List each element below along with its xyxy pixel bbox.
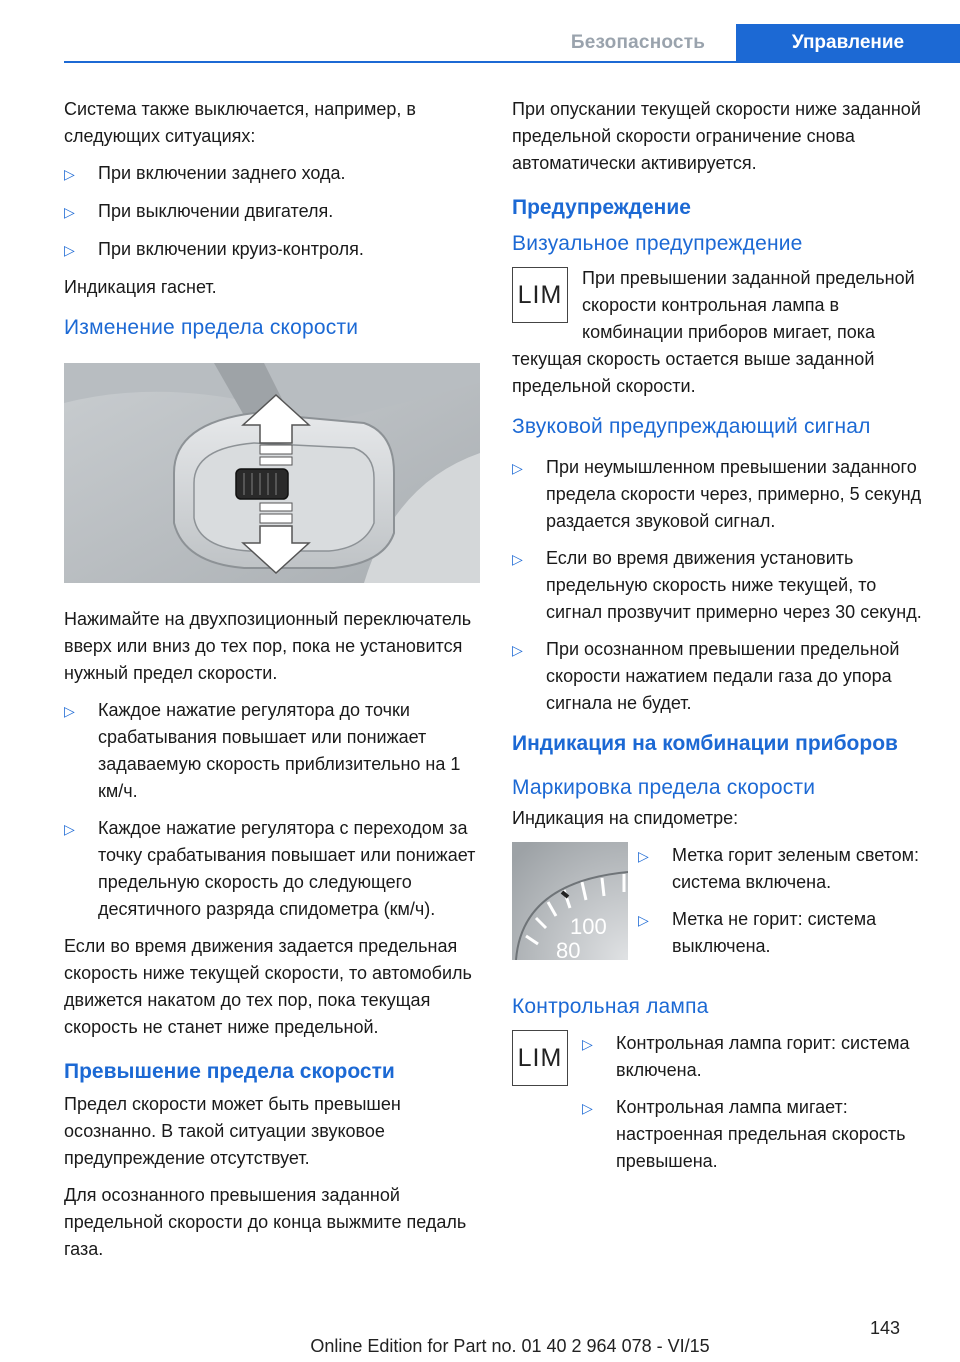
heading-exceed-limit: Превышение предела скорости	[64, 1060, 395, 1083]
header-rule	[64, 61, 960, 63]
triangle-bullet-icon: ▷	[64, 821, 75, 837]
lim-indicator-icon: LIM	[512, 1030, 568, 1086]
list-item: ▷ При выключении двигателя.	[64, 198, 484, 226]
triangle-bullet-icon: ▷	[512, 551, 523, 567]
press-list	[64, 697, 484, 923]
visual-warning-block	[512, 265, 927, 400]
tab-safety[interactable]: Безопасность	[570, 32, 706, 53]
list-item: ▷ Каждое нажатие регулятора с переходом за точку срабатывания повышает или понижает предельную скорость до следующего десятичного разряда спидометра (км/ч).	[64, 815, 484, 923]
list-item: ▷ При неумышленном превышении заданного предела скорости через, примерно, 5 секунд раздается звуковой сигнал.	[512, 454, 927, 535]
speedo-intro-text: Индикация на спидометре:	[512, 808, 739, 828]
visual-warning-text: При превышении заданной предельной скорости контрольная лампа в комбинации приборов мигает, пока текущая скорость остается выше заданной предельной скорости.	[512, 268, 915, 396]
triangle-bullet-icon: ▷	[638, 848, 649, 864]
heading-indicator-lamp: Контрольная лампа	[512, 995, 709, 1018]
page-number: 143	[869, 1318, 900, 1338]
triangle-bullet-icon: ▷	[512, 460, 523, 476]
heading-acoustic-signal: Звуковой предупреждающий сигнал	[512, 415, 871, 438]
list-item: ▷ Если во время движения установить предельную скорость ниже текущей, то сигнал прозвучит примерно через 30 секунд.	[512, 545, 927, 626]
list-item: ▷ Метка не горит: система выключена.	[638, 906, 927, 960]
steering-switch-illustration	[64, 363, 480, 583]
list-item: ▷ Контрольная лампа горит: система включена.	[582, 1030, 927, 1084]
heading-change-limit: Изменение предела скорости	[64, 316, 359, 339]
left-column	[64, 96, 484, 1273]
page-header	[0, 0, 960, 62]
speedo-label-100: 100	[570, 914, 607, 939]
list-item: ▷ При включении круиз-контроля.	[64, 236, 484, 264]
heading-warning: Предупреждение	[512, 196, 691, 219]
coast-text: Если во время движения задается предельная скорость ниже текущей скорости, то автомобиль движется накатом до тех пор, пока текущая скорость не станет ниже предельной.	[64, 936, 472, 1037]
lim-indicator-icon: LIM	[512, 267, 568, 323]
triangle-bullet-icon: ▷	[64, 166, 75, 182]
lamp-list	[582, 1030, 927, 1185]
exceed-text-1: Предел скорости может быть превышен осознанно. В такой ситуации звуковое предупреждение отсутствует.	[64, 1094, 401, 1168]
intro-list	[64, 160, 484, 264]
triangle-bullet-icon: ▷	[582, 1100, 593, 1116]
list-item: ▷ При осознанном превышении предельной скорости нажатием педали газа до упора сигнала не будет.	[512, 636, 927, 717]
heading-limit-marking: Маркировка предела скорости	[512, 776, 816, 799]
speedometer-image	[512, 842, 628, 960]
list-item: ▷ Контрольная лампа мигает: настроенная предельная скорость превышена.	[582, 1094, 927, 1175]
triangle-bullet-icon: ▷	[64, 242, 75, 258]
list-item: ▷ Каждое нажатие регулятора до точки срабатывания повышает или понижает задаваемую скорость приблизительно на 1 км/ч.	[64, 697, 484, 805]
exceed-text-2: Для осознанного превышения заданной предельной скорости до конца выжмите педаль газа.	[64, 1185, 467, 1259]
triangle-bullet-icon: ▷	[638, 912, 649, 928]
edition-footer: Online Edition for Part no. 01 40 2 964 078 - VI/15	[310, 1336, 710, 1356]
tab-controls[interactable]: Управление	[736, 24, 960, 62]
intro-text: Система также выключается, например, в следующих ситуациях:	[64, 99, 416, 146]
triangle-bullet-icon: ▷	[64, 204, 75, 220]
speedo-block	[512, 842, 927, 978]
list-item: ▷ При включении заднего хода.	[64, 160, 484, 188]
speedo-label-80: 80	[556, 938, 581, 960]
triangle-bullet-icon: ▷	[582, 1036, 593, 1052]
press-text: Нажимайте на двухпозиционный переключатель вверх или вниз до тех пор, пока не установится нужный предел скорости.	[64, 609, 472, 683]
triangle-bullet-icon: ▷	[512, 642, 523, 658]
speedo-list	[638, 842, 927, 970]
list-item: ▷ Метка горит зеленым светом: система включена.	[638, 842, 927, 896]
indicator-off-text: Индикация гаснет.	[64, 277, 217, 297]
lamp-block	[512, 1030, 927, 1193]
reactivate-text: При опускании текущей скорости ниже заданной предельной скорости ограничение снова автоматически активируется.	[512, 99, 921, 173]
heading-visual-warning: Визуальное предупреждение	[512, 232, 803, 255]
acoustic-list	[512, 454, 927, 717]
heading-cluster-display: Индикация на комбинации приборов	[512, 732, 898, 755]
triangle-bullet-icon: ▷	[64, 703, 75, 719]
right-column	[512, 96, 927, 1193]
